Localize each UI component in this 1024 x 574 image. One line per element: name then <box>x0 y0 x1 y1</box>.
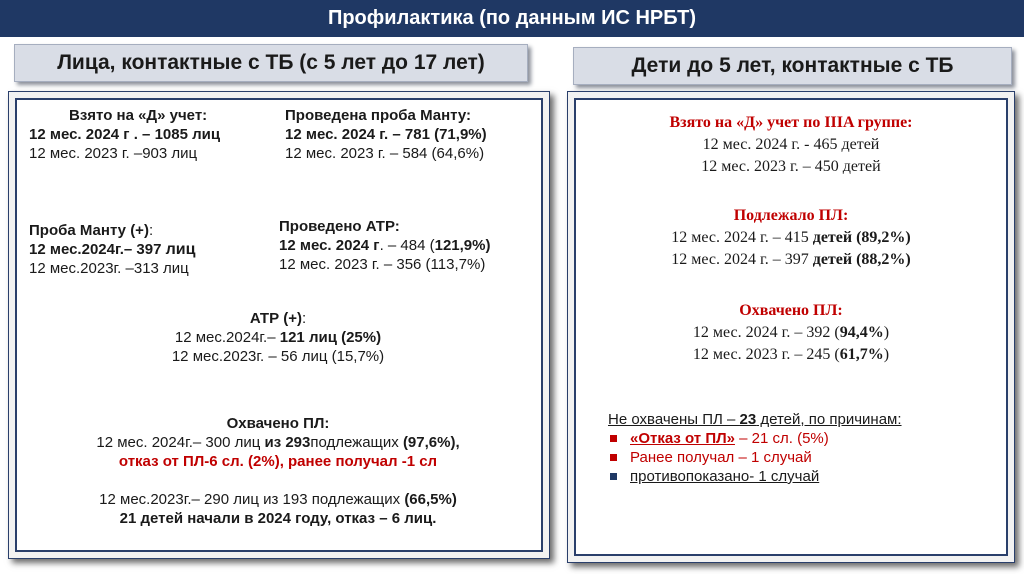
atr-positive-2024-b: 121 лиц (25%) <box>279 329 382 346</box>
kids-covered-line2-c: ) <box>883 346 890 363</box>
list-item <box>608 467 902 486</box>
mantoux-positive-2024: 12 мес.2024г.– 397 <box>29 241 166 258</box>
list-item <box>608 429 902 448</box>
kids-subject-line1-b: детей (89,2%) <box>812 229 911 246</box>
page-header <box>0 0 1024 37</box>
covered-line1-d: (97,6%), <box>402 434 460 451</box>
kids-subject-line1-a: 12 мес. 2024 г. – 415 <box>671 229 813 246</box>
atr-done-2024-b: . – 484 ( <box>379 237 435 254</box>
kids-subject-line1 <box>576 227 1006 249</box>
covered-spacer <box>17 471 539 490</box>
kids-taken-heading: Взято на «Д» учет по IIIA группе: <box>669 114 913 131</box>
kids-covered-line1 <box>576 322 1006 344</box>
atr-positive-block <box>17 309 539 366</box>
mantoux-positive-2024-row <box>29 240 195 259</box>
kids-covered-line2-a: 12 мес. 2023 г. – 245 ( <box>692 346 840 363</box>
covered-line3-b: (66,5%) <box>404 491 457 508</box>
mantoux-done-2024: 12 мес. 2024 г. – 781 (71,9%) <box>285 126 487 143</box>
kids-subject-line2-a: 12 мес. 2024 г. – 397 <box>671 251 813 268</box>
atr-positive-heading-row <box>17 309 539 328</box>
kids-covered-line1-c: ) <box>883 324 890 341</box>
not-covered-heading-a: Не охвачены ПЛ – <box>608 411 740 428</box>
atr-done-2024-row <box>279 236 490 255</box>
kids-taken-block <box>576 112 1006 178</box>
left-panel-inner <box>15 98 543 552</box>
covered-line1-c: подлежащих <box>310 434 403 451</box>
mantoux-positive-2023: 12 мес.2023г. –313 лиц <box>29 260 189 277</box>
covered-line1-a: 12 мес. 2024г.– 300 лиц <box>96 434 265 451</box>
mantoux-positive-heading-row <box>29 221 195 240</box>
covered-line4: 21 детей начали в 2024 году, отказ – 6 лиц. <box>119 510 437 527</box>
not-covered-heading-c: детей, по причинам: <box>756 411 902 428</box>
covered-line1 <box>17 433 539 452</box>
mantoux-done-2023: 12 мес. 2023 г. – 584 (64,6%) <box>285 145 485 162</box>
covered-heading: Охвачено ПЛ: <box>226 415 330 432</box>
left-section-title-text: Лица, контактные с ТБ (с 5 лет до 17 лет) <box>57 51 485 74</box>
right-section-title-text: Дети до 5 лет, контактные с ТБ <box>631 54 954 77</box>
atr-positive-2024-a: 12 мес.2024г.– <box>174 329 280 346</box>
kids-subject-line2-b: детей (88,2%) <box>812 251 911 268</box>
atr-done-2023: 12 мес. 2023 г. – 356 (113,7%) <box>279 256 486 273</box>
reason-previously-received: Ранее получал – 1 случай <box>630 449 812 466</box>
kids-taken-2023: 12 мес. 2023 г. – 450 детей <box>701 158 881 175</box>
taken-block <box>29 106 220 163</box>
left-panel <box>8 91 550 559</box>
kids-subject-heading: Подлежало ПЛ: <box>733 207 849 224</box>
reason-refusal-count: – 21 сл. (5%) <box>734 430 829 447</box>
bullet-square-icon <box>610 435 617 442</box>
right-panel-inner <box>574 98 1008 556</box>
covered-block <box>17 414 539 528</box>
kids-covered-line1-a: 12 мес. 2024 г. – 392 ( <box>692 324 840 341</box>
mantoux-done-heading: Проведена проба Манту: <box>285 107 472 124</box>
mantoux-positive-2024-unit: лиц <box>165 241 196 258</box>
atr-done-block <box>279 217 490 274</box>
kids-covered-block <box>576 300 1006 366</box>
atr-positive-2024-row <box>17 328 539 347</box>
reason-refusal-label: «Отказ от ПЛ» <box>630 430 735 447</box>
right-section-title <box>573 47 1012 85</box>
covered-line1-b: из 293 <box>264 434 311 451</box>
atr-done-2024-c: 121,9%) <box>434 237 491 254</box>
covered-line3 <box>17 490 539 509</box>
atr-positive-heading: АТР (+) <box>249 310 302 327</box>
kids-covered-line1-b: 94,4% <box>839 324 884 341</box>
mantoux-positive-block <box>29 221 195 278</box>
atr-done-2024-a: 12 мес. 2024 г <box>279 237 380 254</box>
covered-line3-a: 12 мес.2023г.– 290 лиц из 193 подлежащих <box>99 491 405 508</box>
left-section-title <box>14 44 528 82</box>
kids-covered-heading: Охвачено ПЛ: <box>739 302 843 319</box>
taken-heading: Взято на «Д» учет: <box>69 107 208 124</box>
kids-covered-line2 <box>576 344 1006 366</box>
mantoux-positive-colon: : <box>148 222 154 239</box>
not-covered-block <box>608 410 902 486</box>
mantoux-positive-heading: Проба Манту (+) <box>29 222 149 239</box>
list-item <box>608 448 902 467</box>
taken-2024: 12 мес. 2024 г . – 1085 лиц <box>29 126 221 143</box>
atr-done-heading: Проведено АТР: <box>279 218 400 235</box>
not-covered-heading <box>608 410 902 429</box>
kids-subject-line2 <box>576 249 1006 271</box>
bullet-square-icon <box>610 454 617 461</box>
not-covered-heading-b: 23 <box>739 411 757 428</box>
kids-subject-block <box>576 205 1006 271</box>
covered-refusal: отказ от ПЛ-6 сл. (2%), ранее получал -1 сл <box>118 453 438 470</box>
page-title: Профилактика (по данным ИС НРБТ) <box>327 7 697 29</box>
atr-positive-colon: : <box>302 310 307 327</box>
bullet-square-icon <box>610 473 617 480</box>
reason-contraindicated: противопоказано- 1 случай <box>630 468 820 485</box>
taken-2023: 12 мес. 2023 г. –903 лиц <box>29 145 198 162</box>
atr-positive-2023: 12 мес.2023г. – 56 лиц (15,7%) <box>171 348 385 365</box>
kids-covered-line2-b: 61,7% <box>839 346 884 363</box>
not-covered-list <box>608 429 902 486</box>
kids-taken-2024: 12 мес. 2024 г. - 465 детей <box>702 136 880 153</box>
right-panel <box>567 91 1015 563</box>
mantoux-done-block <box>285 106 487 163</box>
